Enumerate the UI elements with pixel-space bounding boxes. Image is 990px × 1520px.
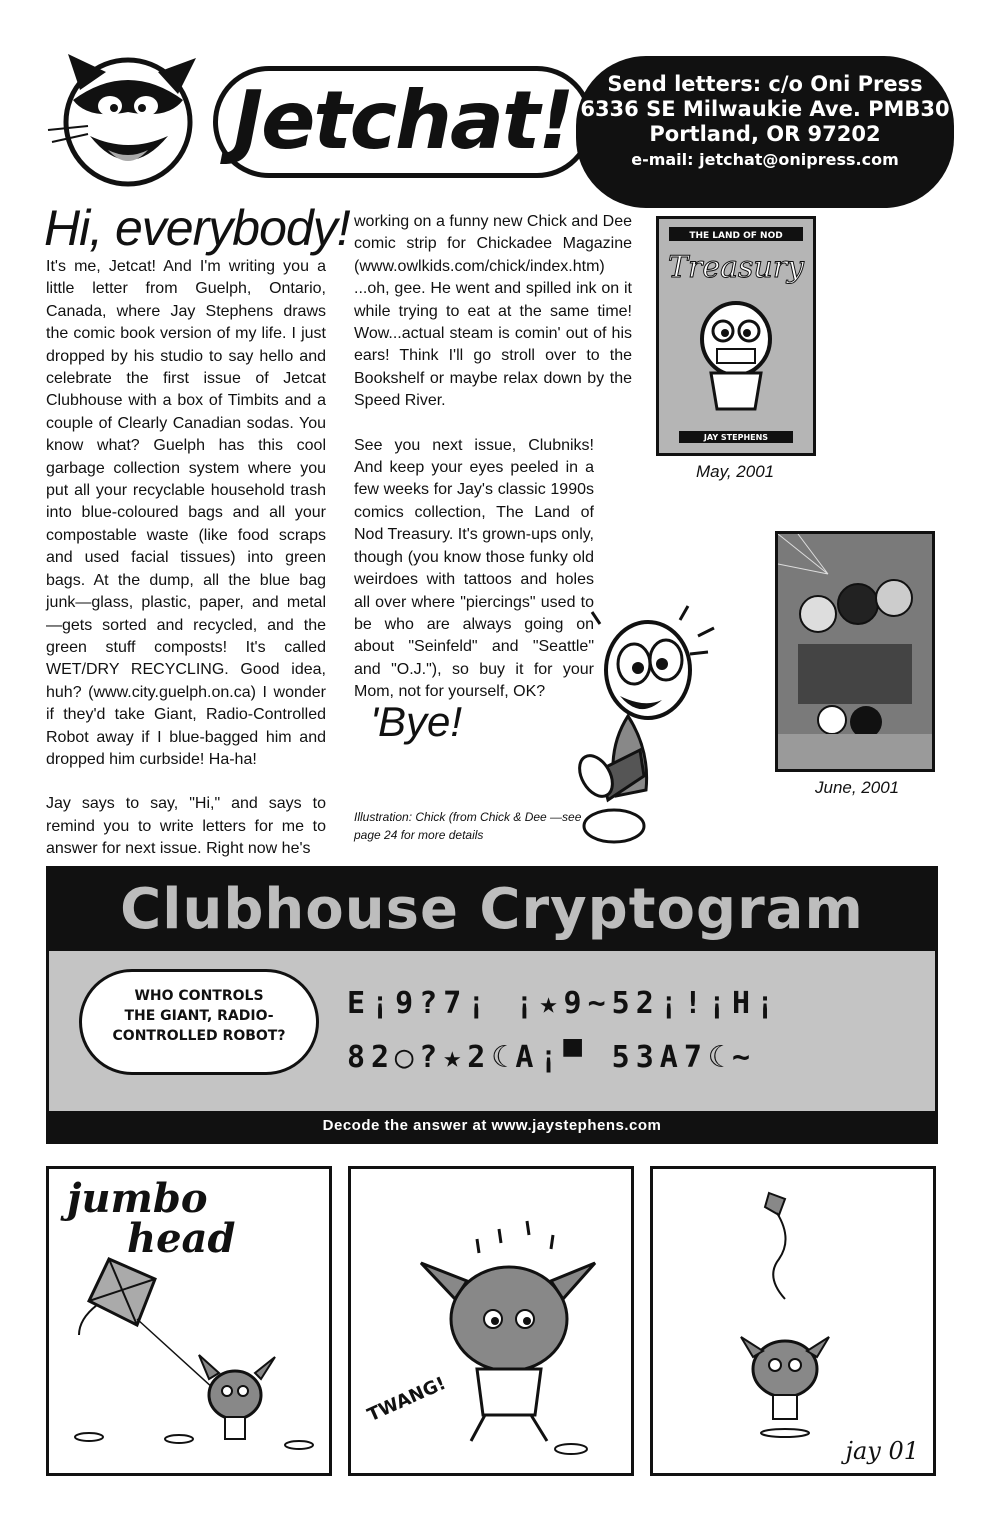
letter-paragraph: See you next issue, Clubniks! And keep your eyes peeled in a few weeks for Jay's classic 1990s comics collection, The Land of Nod Treasury. It's grown-ups only, though (you know those funky old weirdoes with tattoos and holes all over where "piercings" used to be who are always going on about "Seinfeld" and "Seattle" and "O.J."), so buy it for your Mom, not for yourself, OK? <box>354 436 594 701</box>
twang-sound-effect: TWANG! <box>364 1372 449 1427</box>
cipher-text <box>347 977 907 1085</box>
cover-title-text: Treasury <box>668 250 804 285</box>
june-cover <box>775 531 935 772</box>
letter-paragraph: It's me, Jetcat! And I'm writing you a little letter from Guelph, Ontario, Canada, where Jay Stephens draws the comic book version of my life. I just dropped by his studio to say hello and celebrate the first issue of Jetcat Clubhouse with a box of Timbits and a couple of Clearly Canadian sodas. You know what? Guelph has this cool garbage collection system where you put all your recyclable household trash into blue-coloured bags and all your compostable waste (like food scraps and used facial tissues) into green bags. At the dump, all the blue bag junk—glass, plastic, paper, and metal—gets sorted and recycled, and the green stuff composts! It's called WET/DRY RECYCLING. Good idea, huh? (www.city.guelph.on.ca) I wonder if they'd take Giant, Radio-Controlled Robot away if I blue-bagged him and dropped him curbside! Ha-ha! <box>46 258 326 768</box>
address-line-3: Portland, OR 97202 <box>649 122 881 146</box>
cover-caption-june: June, 2001 <box>815 778 900 797</box>
land-of-nod-cover <box>656 216 816 456</box>
cryptogram-title: Clubhouse Cryptogram <box>49 869 935 951</box>
cover-caption-may: May, 2001 <box>696 462 775 481</box>
masthead <box>28 50 588 190</box>
address-panel <box>576 56 954 208</box>
cover-artwork-icon <box>778 534 932 769</box>
cipher-line-1: E¡9?7¡ ¡★9~52¡!¡H¡ <box>347 986 781 1021</box>
chick-illustration-icon <box>570 600 740 850</box>
bubble-line: WHO CONTROLS <box>134 988 264 1004</box>
bubble-line: CONTROLLED ROBOT? <box>112 1028 286 1044</box>
letter-column-1 <box>46 256 326 883</box>
cryptogram-body <box>49 951 935 1111</box>
character-startled-icon <box>351 1169 631 1473</box>
strip-title-line-1: jumbo <box>67 1175 208 1222</box>
clubhouse-cryptogram <box>46 866 938 1144</box>
bubble-line: THE GIANT, RADIO- <box>124 1008 274 1024</box>
illustration-caption: Illustration: Chick (from Chick & Dee —see page 24 for more details <box>354 810 582 842</box>
cryptogram-footer: Decode the answer at www.jaystephens.com <box>49 1111 935 1141</box>
letter-greeting: Hi, everybody! <box>44 200 350 256</box>
cover-author-text: JAY STEPHENS <box>703 433 769 442</box>
jetchat-logo: Jetchat! <box>213 66 593 178</box>
cover-top-text: THE LAND OF NOD <box>689 231 783 241</box>
character-sad-icon <box>653 1169 933 1473</box>
comic-panel-3 <box>650 1166 936 1476</box>
cipher-line-2: 82◯?★2☾A¡▀ 53A7☾~ <box>347 1040 757 1075</box>
letter-paragraph: working on a funny new Chick and Dee comic strip for Chickadee Magazine (www.owlkids.com/chick/index.htm) ...oh, gee. He went and spilled ink on it while trying to eat at the same time! Wow...actual steam is comin' out of his ears! Think I'll go stroll over to the Bookshelf or maybe relax down by the Speed River. <box>354 213 632 410</box>
strip-title-line-2: head <box>127 1215 236 1262</box>
kite-and-character-icon <box>49 1169 329 1473</box>
address-line-2: 6336 SE Milwaukie Ave. PMB30 <box>580 97 950 121</box>
address-line-1: Send letters: c/o Oni Press <box>607 72 923 96</box>
email-line: e-mail: jetchat@onipress.com <box>631 150 899 169</box>
letter-signoff: 'Bye! <box>370 698 463 745</box>
artist-signature: jay 01 <box>845 1437 919 1465</box>
question-speech-bubble <box>79 969 319 1075</box>
cover-artwork-icon <box>659 219 813 453</box>
comic-panel-1 <box>46 1166 332 1476</box>
letter-paragraph: Jay says to say, "Hi," and says to remind you to write letters for me to answer for next issue. Right now he's <box>46 795 326 858</box>
jetcat-mascot-icon <box>28 50 218 190</box>
comic-panel-2 <box>348 1166 634 1476</box>
